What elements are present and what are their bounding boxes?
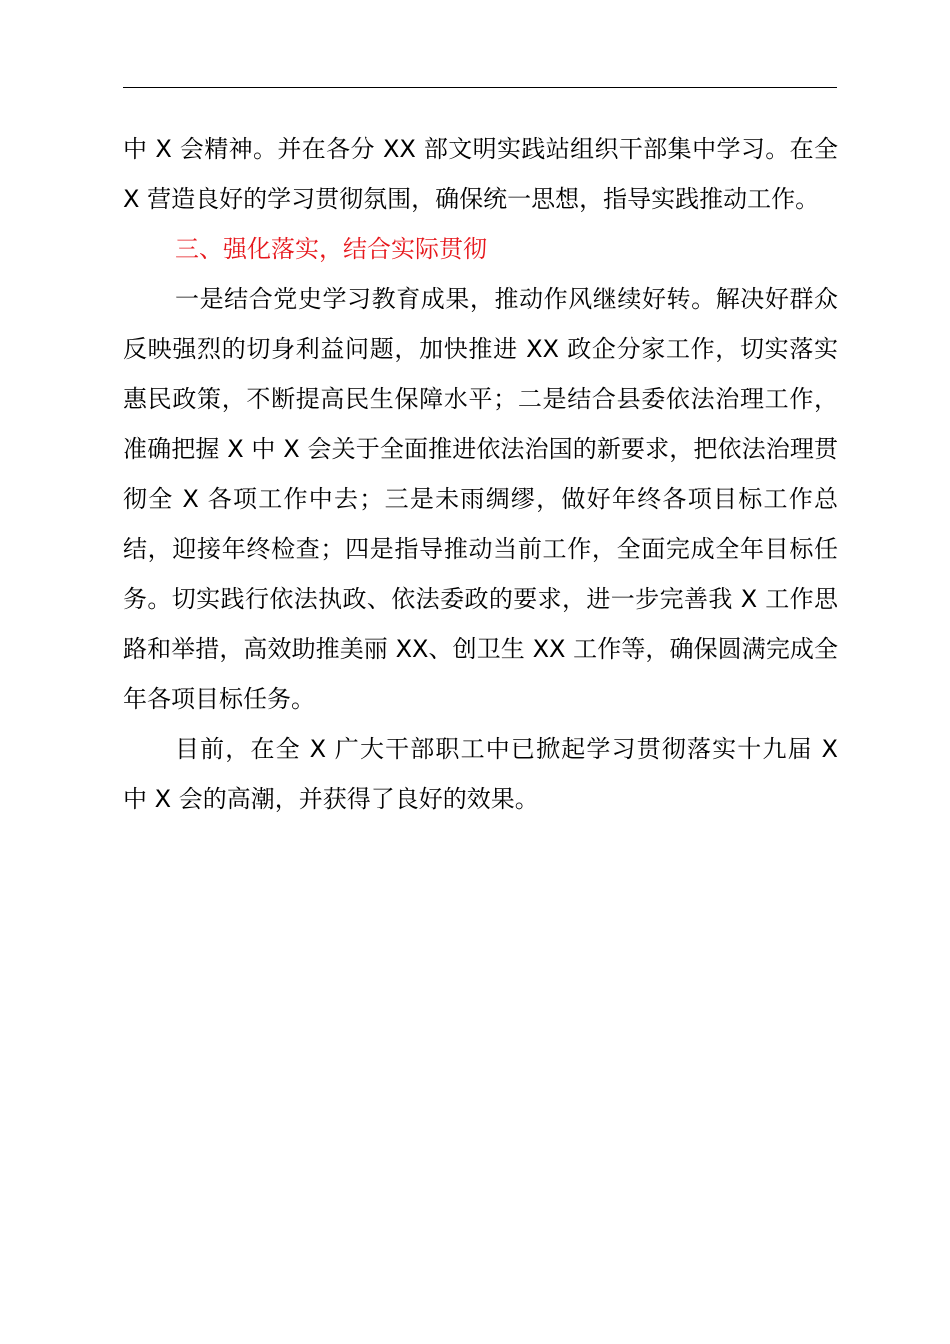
continued-paragraph: 中 X 会精神。并在各分 XX 部文明实践站组织干部集中学习。在全 X 营造良好的学习贯彻氛围，确保统一思想，指导实践推动工作。	[123, 135, 838, 213]
document-body	[123, 124, 838, 824]
paragraph-implementation: 一是结合党史学习教育成果，推动作风继续好转。解决好群众反映强烈的切身利益问题，加快推进 XX 政企分家工作，切实落实惠民政策，不断提高民生保障水平；二是结合县委依法治理工作，准确把握 X 中 X 会关于全面推进依法治国的新要求，把依法治理贯彻全 X 各项工作中去；三是未雨绸缪，做好年终各项目标工作总结，迎接年终检查；四是指导推动当前工作，全面完成全年目标任务。切实践行依法执政、依法委政的要求，进一步完善我 X 工作思路和举措，高效助推美丽 XX、创卫生 XX 工作等，确保圆满完成全年各项目标任务。	[123, 285, 838, 713]
header-rule	[123, 87, 837, 88]
section-heading: 三、强化落实，结合实际贯彻	[175, 235, 487, 263]
paragraph-conclusion: 目前，在全 X 广大干部职工中已掀起学习贯彻落实十九届 X 中 X 会的高潮，并获得了良好的效果。	[123, 735, 838, 813]
